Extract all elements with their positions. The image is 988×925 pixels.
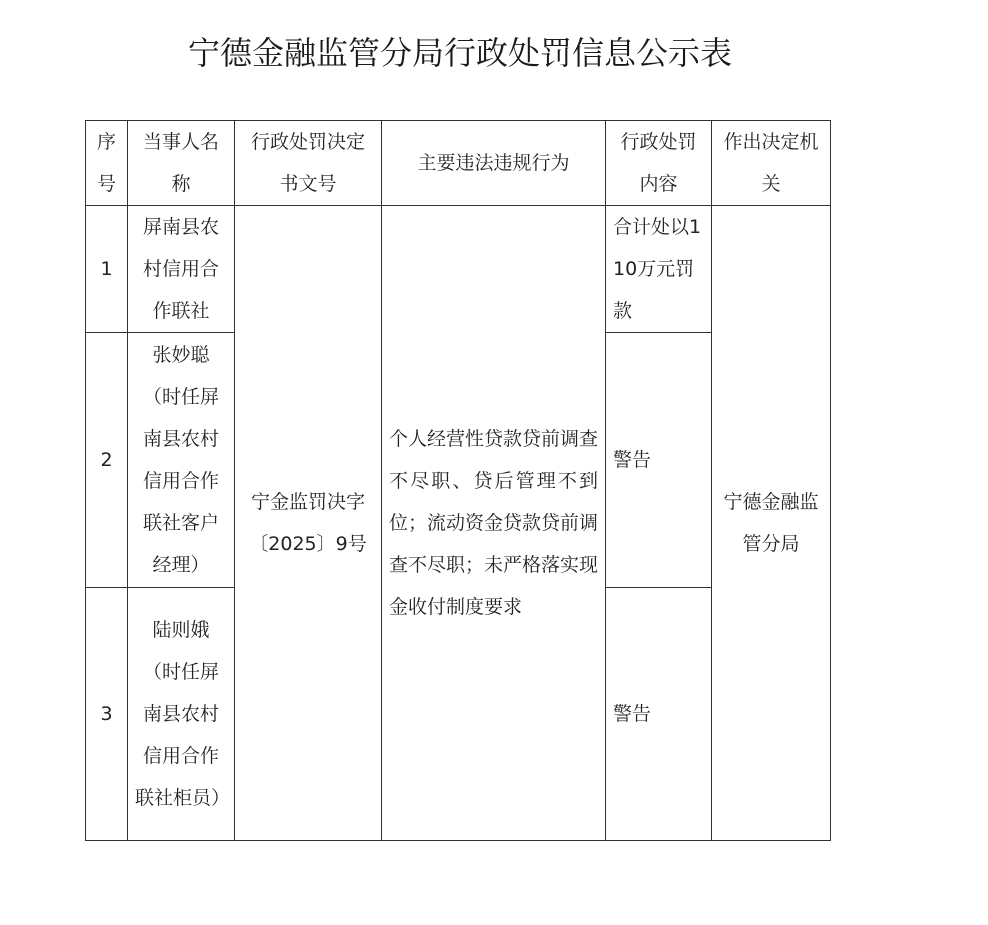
penalty-info-table (85, 120, 831, 841)
violation-description: 个人经营性贷款贷前调查不尽职、贷后管理不到位；流动资金贷款贷前调查不尽职；未严格落实现金收付制度要求 (382, 206, 606, 841)
row-seq: 3 (86, 588, 128, 841)
header-penalty: 行政处罚内容 (606, 121, 712, 206)
row-penalty: 警告 (606, 333, 712, 588)
row-party: 陆则娥（时任屏南县农村信用合作联社柜员） (128, 588, 235, 841)
decision-authority: 宁德金融监管分局 (712, 206, 831, 841)
row-party: 张妙聪（时任屏南县农村信用合作联社客户经理） (128, 333, 235, 588)
header-authority: 作出决定机关 (712, 121, 831, 206)
table-header-row (86, 121, 831, 206)
header-seq: 序号 (86, 121, 128, 206)
row-party: 屏南县农村信用合作联社 (128, 206, 235, 333)
header-party: 当事人名称 (128, 121, 235, 206)
row-seq: 1 (86, 206, 128, 333)
row-penalty: 警告 (606, 588, 712, 841)
page-title: 宁德金融监管分局行政处罚信息公示表 (187, 34, 732, 72)
header-doc-no: 行政处罚决定书文号 (235, 121, 382, 206)
row-seq: 2 (86, 333, 128, 588)
decision-doc-number: 宁金监罚决字〔2025〕9号 (235, 206, 382, 841)
table-row (86, 206, 831, 333)
header-violation: 主要违法违规行为 (382, 121, 606, 206)
row-penalty: 合计处以110万元罚款 (606, 206, 712, 333)
